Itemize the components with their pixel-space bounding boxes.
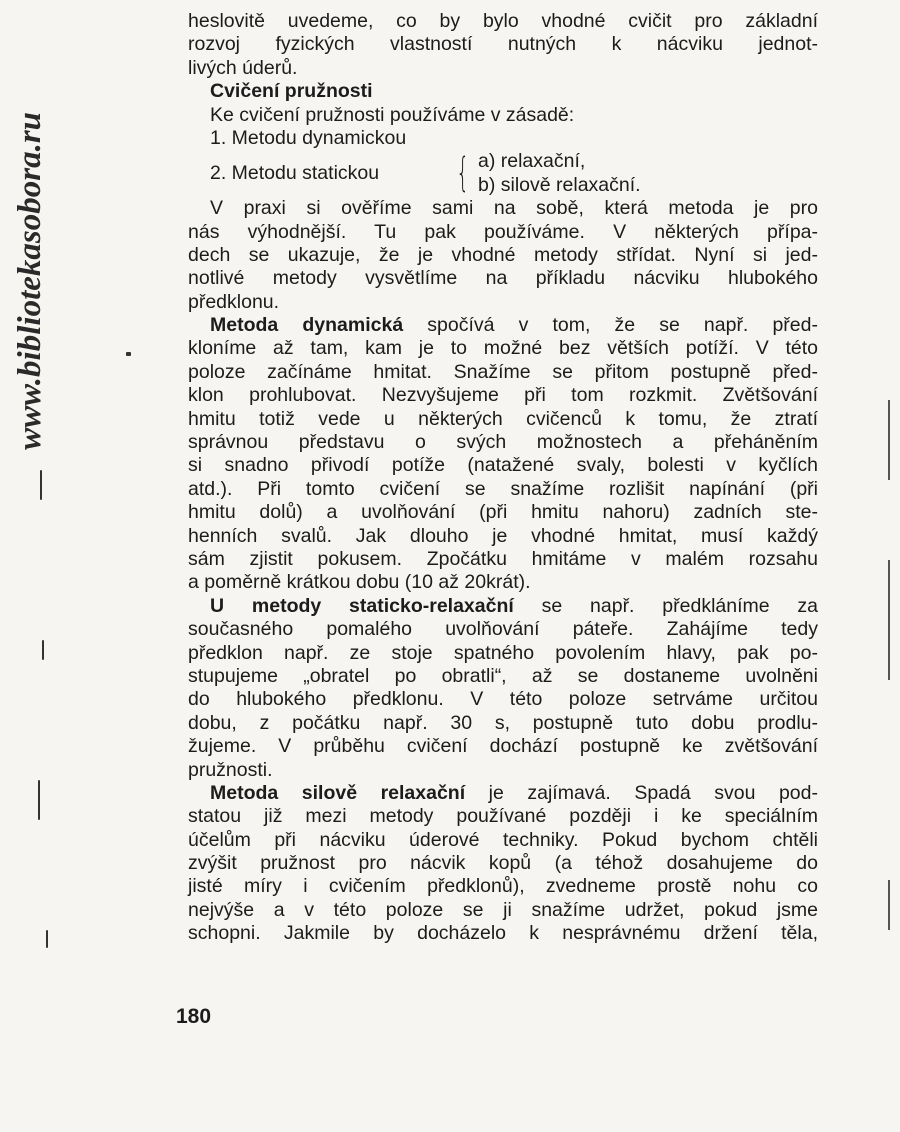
text-line: statou již mezi metody používané později i ke speciálním <box>188 805 818 828</box>
scan-speck <box>40 470 42 500</box>
bold-term: Metoda dynamická <box>210 314 404 337</box>
text-line: nás výhodnější. Tu pak používáme. V některých přípa- <box>188 220 818 243</box>
scan-edge-line <box>888 400 890 480</box>
text-line: klon prohlubovat. Nezvyšujeme při tom rozkmit. Zvětšování <box>188 384 818 407</box>
text-line: stupujeme „obratel po obratli“, až se dostaneme uvolněni <box>188 664 818 687</box>
text-line: sám zjistit pokusem. Zpočátku hmitáme v malém rozsahu <box>188 548 818 570</box>
text-line: a poměrně krátkou dobu (10 až 20krát). <box>188 571 531 594</box>
text-line <box>188 595 818 618</box>
scan-speck <box>38 780 40 820</box>
text-line: Ke cvičení pružnosti používáme v zásadě: <box>210 103 575 126</box>
text-line: livých úderů. <box>188 56 298 79</box>
text-line: hmitu totiž vede u některých cvičenců k tomu, že ztratí <box>188 407 818 430</box>
text-line <box>188 314 818 337</box>
text-line: zvýšit pružnost pro nácvik kopů (a téhož dosahujeme do <box>188 852 818 875</box>
text-segment: spočívá v tom, že se např. před- <box>403 314 818 337</box>
text-line: současného pomalého uvolňování páteře. Zahájíme tedy <box>188 618 818 641</box>
text-line: dech se ukazuje, že je vhodné metody střídat. Nyní si jed- <box>188 243 818 266</box>
method-item-2-label: 2. Metodu statickou <box>210 162 380 185</box>
text-segment: je zajímavá. Spadá svou pod- <box>465 781 818 804</box>
section-heading: Cvičení pružnosti <box>210 80 373 103</box>
text-segment: se např. předkláníme za <box>513 594 818 617</box>
method-item-1: 1. Metodu dynamickou <box>210 126 407 149</box>
page-number: 180 <box>176 1005 212 1028</box>
text-line: předklonu. <box>188 290 280 313</box>
method-item-2 <box>188 150 818 197</box>
scan-speck <box>42 640 44 660</box>
text-line: dobu, z počátku např. 30 s, postupně tuto dobu prodlu- <box>188 711 818 734</box>
text-line: předklon např. ze stoje spatného povolením hlavy, pak po- <box>188 641 818 664</box>
text-line: henních svalů. Jak dlouho je vhodné hmitat, musí každý <box>188 524 818 547</box>
text-line: poloze začínáme hmitat. Snažíme se přitom postupně před- <box>188 360 818 383</box>
text-line: žujeme. V průběhu cvičení dochází postupně ke zvětšování <box>188 735 818 758</box>
bold-term: U metody staticko-relaxační <box>210 594 514 617</box>
scan-edge-line <box>888 880 890 930</box>
text-line: atd.). Při tomto cvičení se snažíme rozlišit napínání (při <box>188 477 818 500</box>
text-line: do hlubokého předklonu. V této poloze setrváme určitou <box>188 688 818 711</box>
text-line: notlivé metody vysvětlíme na příkladu nácviku hlubokého <box>188 267 818 290</box>
text-line: heslovitě uvedeme, co by bylo vhodné cvičit pro základní <box>188 10 818 32</box>
text-line: rozvoj fyzických vlastností nutných k nácviku jednot- <box>188 33 818 56</box>
text-line: schopni. Jakmile by docházelo k nesprávnému držení těla, <box>188 922 818 945</box>
brace: { <box>456 150 470 197</box>
text-line: jisté míry i cvičením předklonů), zvedneme prostě nohu co <box>188 875 818 898</box>
text-line <box>188 782 818 805</box>
text-line: nejvýše a v této poloze se ji snažíme udržet, pokud jsme <box>188 898 818 921</box>
body-text <box>188 10 818 946</box>
text-line: si snadno přivodí potíže (natažené svaly, bolesti v kyčlích <box>188 454 818 477</box>
text-line: pružnosti. <box>188 758 273 781</box>
text-line: účelům při nácviku úderové techniky. Pokud bychom chtěli <box>188 828 818 851</box>
text-line: správnou představu o svých možnostech a přeháněním <box>188 431 818 454</box>
text-line: hmitu dolů) a uvolňování (při hmitu nahoru) zadních ste- <box>188 501 818 524</box>
scan-speck <box>46 930 48 948</box>
text-line: V praxi si ověříme sami na sobě, která metoda je pro <box>210 197 818 220</box>
bold-term: Metoda silově relaxační <box>210 781 466 804</box>
method-option-a: a) relaxační, <box>478 150 586 173</box>
watermark: www.bibliotekasobora.ru <box>12 111 48 450</box>
text-line: kloníme až tam, kam je to možné bez větších potíží. V této <box>188 337 818 360</box>
method-option-b: b) silově relaxační. <box>478 173 641 196</box>
scan-edge-line <box>888 560 890 680</box>
scan-speck <box>126 352 131 356</box>
